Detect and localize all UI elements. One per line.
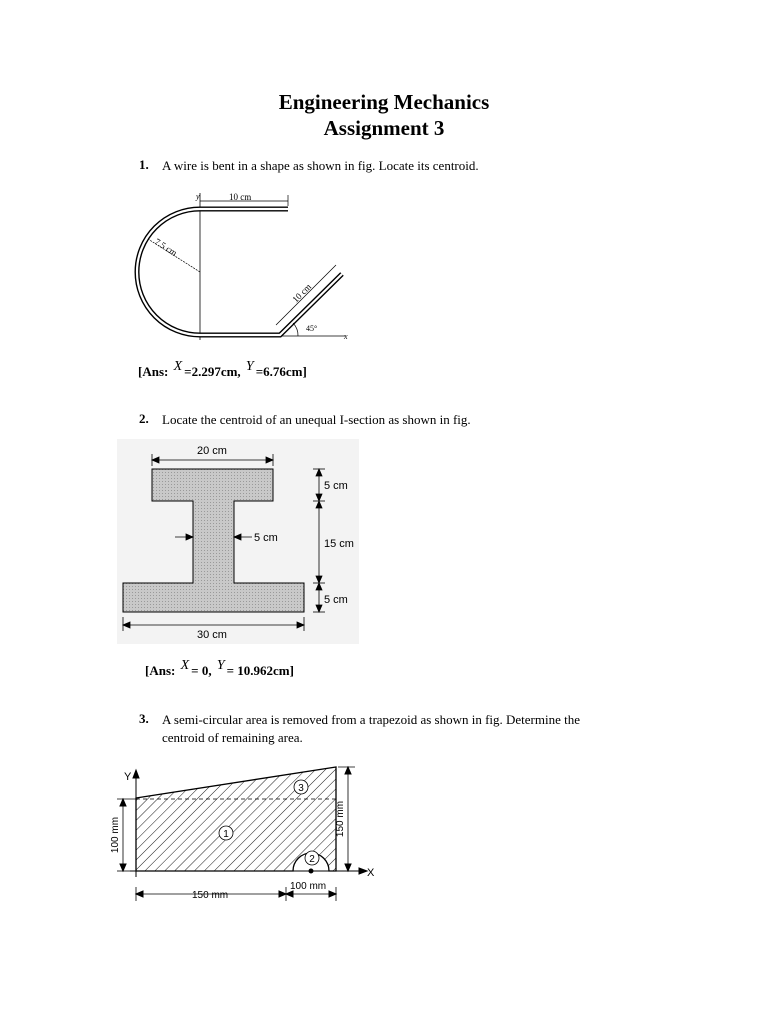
radius-label: 7.5 cm	[152, 236, 179, 259]
answer-1	[138, 359, 307, 381]
page-title: Engineering Mechanics	[278, 90, 490, 114]
bottom-flange-label: 5 cm	[324, 594, 348, 606]
axis-y-label: y	[196, 192, 200, 201]
y-bar-symbol: Y	[216, 658, 225, 673]
question-3-text-line2: centroid of remaining area.	[162, 730, 303, 745]
bottom-width-label: 30 cm	[197, 629, 227, 641]
region-1-label: 1	[223, 829, 229, 840]
region-3-label: 3	[298, 783, 304, 794]
region-2-label: 2	[309, 854, 315, 865]
web-height-label: 15 cm	[324, 538, 354, 550]
top-flange-label: 5 cm	[324, 480, 348, 492]
wire-figure	[120, 185, 360, 345]
i-section-figure	[117, 439, 359, 644]
angle-label: 45°	[306, 324, 318, 333]
y-bar-value: = 10.962cm]	[226, 663, 294, 678]
trapezoid-figure	[105, 762, 385, 912]
question-1-text: A wire is bent in a shape as shown in fig. Locate its centroid.	[162, 158, 479, 173]
axis-x-label: X	[367, 867, 375, 879]
y-bar-value: =6.76cm]	[255, 364, 307, 379]
answer-prefix: [Ans:	[138, 364, 169, 379]
x-bar-value: = 0,	[191, 663, 212, 678]
top-width-label: 20 cm	[197, 445, 227, 457]
web-width-label: 5 cm	[254, 532, 278, 544]
question-1-number: 1.	[139, 157, 149, 172]
x-bar-symbol: X	[180, 658, 190, 673]
x-bar-value: =2.297cm,	[184, 364, 241, 379]
question-2-text: Locate the centroid of an unequal I-section as shown in fig.	[162, 412, 471, 427]
question-2-number: 2.	[139, 411, 149, 426]
question-3-text-line1: A semi-circular area is removed from a trapezoid as shown in fig. Determine the	[162, 712, 581, 727]
axis-y-label: Y	[124, 771, 132, 783]
y-bar-symbol: Y	[245, 359, 254, 374]
x-bar-symbol: X	[173, 359, 183, 374]
answer-2	[145, 658, 294, 680]
right-height-label: 150 mm	[335, 800, 346, 838]
base-right-label: 100 mm	[290, 881, 327, 892]
base-left-label: 150 mm	[192, 890, 229, 901]
top-length-label: 10 cm	[229, 192, 252, 202]
answer-prefix: [Ans:	[145, 663, 176, 678]
question-3-number: 3.	[139, 711, 149, 726]
left-height-label: 100 mm	[110, 816, 121, 854]
slant-length-label: 10 cm	[290, 281, 314, 305]
page-subtitle: Assignment 3	[323, 116, 445, 140]
axis-x-label: x	[344, 332, 348, 341]
